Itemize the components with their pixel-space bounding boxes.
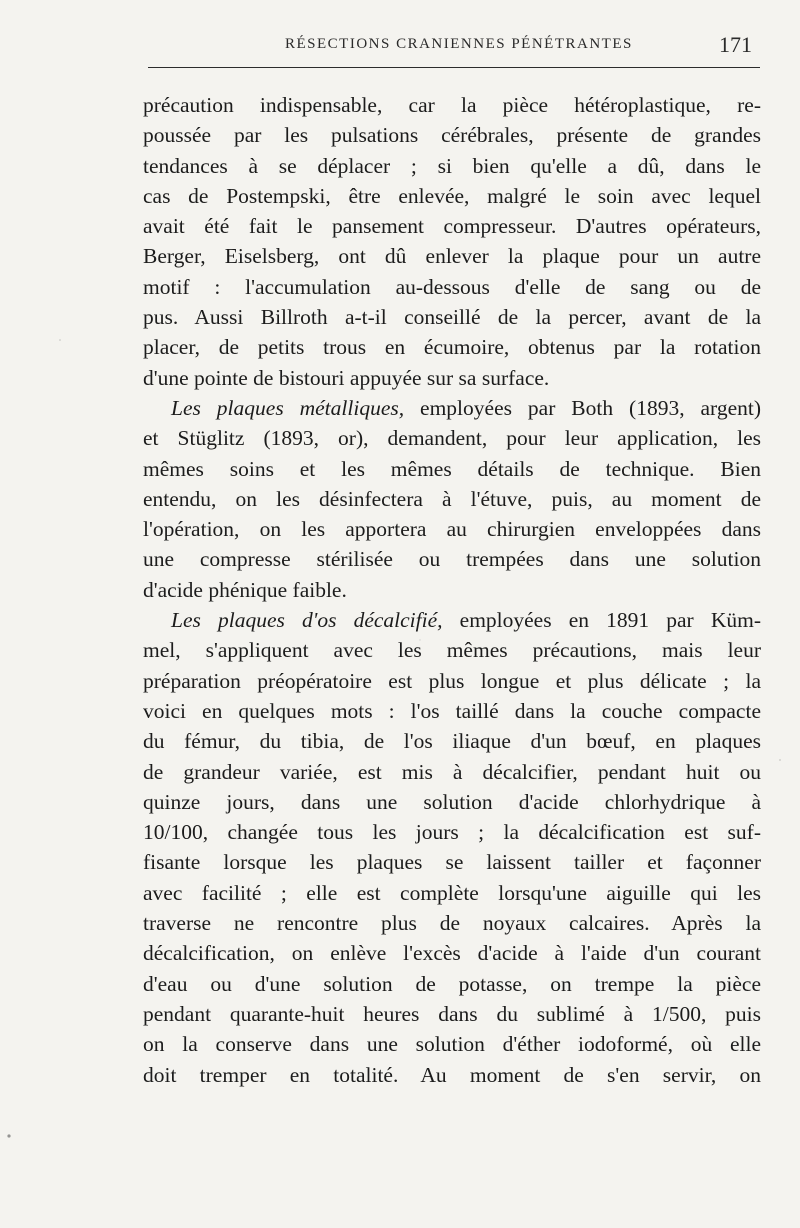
text-line: d'acide phénique faible. [143,577,347,602]
text-line: cas de Postempski, être enlevée, malgré le soin avec lequel [143,183,761,208]
text-line: placer, de petits trous en écumoire, obtenus par la rotation [143,335,761,360]
header-rule [148,67,760,68]
text-line: fisante lorsque les plaques se laissent tailler et façonner [143,850,761,875]
text-line: d'eau ou d'une solution de potasse, on trempe la pièce [143,971,761,996]
text-line: traverse ne rencontre plus de noyaux calcaires. Après la [143,911,761,936]
text-line: poussée par les pulsations cérébrales, présente de grandes [143,123,761,148]
italic-lead: Les plaques métalliques, [171,395,405,420]
running-head [140,30,760,64]
text-line: on la conserve dans une solution d'éther iodoformé, où elle [143,1032,761,1057]
text-line: doit tremper en totalité. Au moment de s'en servir, on [143,1062,761,1087]
body-text [143,90,761,1090]
paragraph-lead-line [143,605,761,635]
text-line: précaution indispensable, car la pièce hétéroplastique, re- [143,93,761,117]
text-line: mel, s'appliquent avec les mêmes précautions, mais leur [143,638,761,663]
text-line: motif : l'accumulation au-dessous d'elle de sang ou de [143,274,761,299]
text-line: mêmes soins et les mêmes détails de technique. Bien [143,456,761,481]
text-line: avec facilité ; elle est complète lorsqu'une aiguille qui les [143,880,761,905]
text-line: préparation préopératoire est plus longue et plus délicate ; la [143,668,761,693]
text-line: voici en quelques mots : l'os taillé dans la couche compacte [143,698,761,723]
text-line: pendant quarante-huit heures dans du sublimé à 1/500, puis [143,1001,761,1026]
text-line: quinze jours, dans une solution d'acide chlorhydrique à [143,789,761,814]
text-line: du fémur, du tibia, de l'os iliaque d'un bœuf, en plaques [143,729,761,754]
text-line: décalcification, on enlève l'excès d'acide à l'aide d'un courant [143,941,761,966]
text-line: tendances à se déplacer ; si bien qu'elle a dû, dans le [143,153,761,178]
text-line: Berger, Eiselsberg, ont dû enlever la plaque pour un autre [143,244,761,269]
text-line: l'opération, on les apportera au chirurgien enveloppées dans [143,517,761,542]
text-line: de grandeur variée, est mis à décalcifier, pendant huit ou [143,759,761,784]
lead-rest: employées par Both (1893, argent) [404,395,761,420]
text-line: d'une pointe de bistouri appuyée sur sa surface. [143,365,550,390]
lead-rest: employées en 1891 par Küm- [442,608,761,633]
text-line: une compresse stérilisée ou trempées dans une solution [143,547,761,572]
text-line: et Stüglitz (1893, or), demandent, pour leur application, les [143,426,761,451]
page-number: 171 [719,32,752,57]
text-line: avait été fait le pansement compresseur. D'autres opérateurs, [143,214,761,239]
running-title: RÉSECTIONS CRANIENNES PÉNÉTRANTES [285,36,633,52]
text-line: entendu, on les désinfectera à l'étuve, puis, au moment de [143,486,761,511]
text-line: pus. Aussi Billroth a-t-il conseillé de la percer, avant de la [143,305,761,330]
italic-lead: Les plaques d'os décalcifié, [171,608,443,633]
text-line: 10/100, changée tous les jours ; la décalcification est suf- [143,820,761,845]
paragraph-lead-line [143,393,761,423]
